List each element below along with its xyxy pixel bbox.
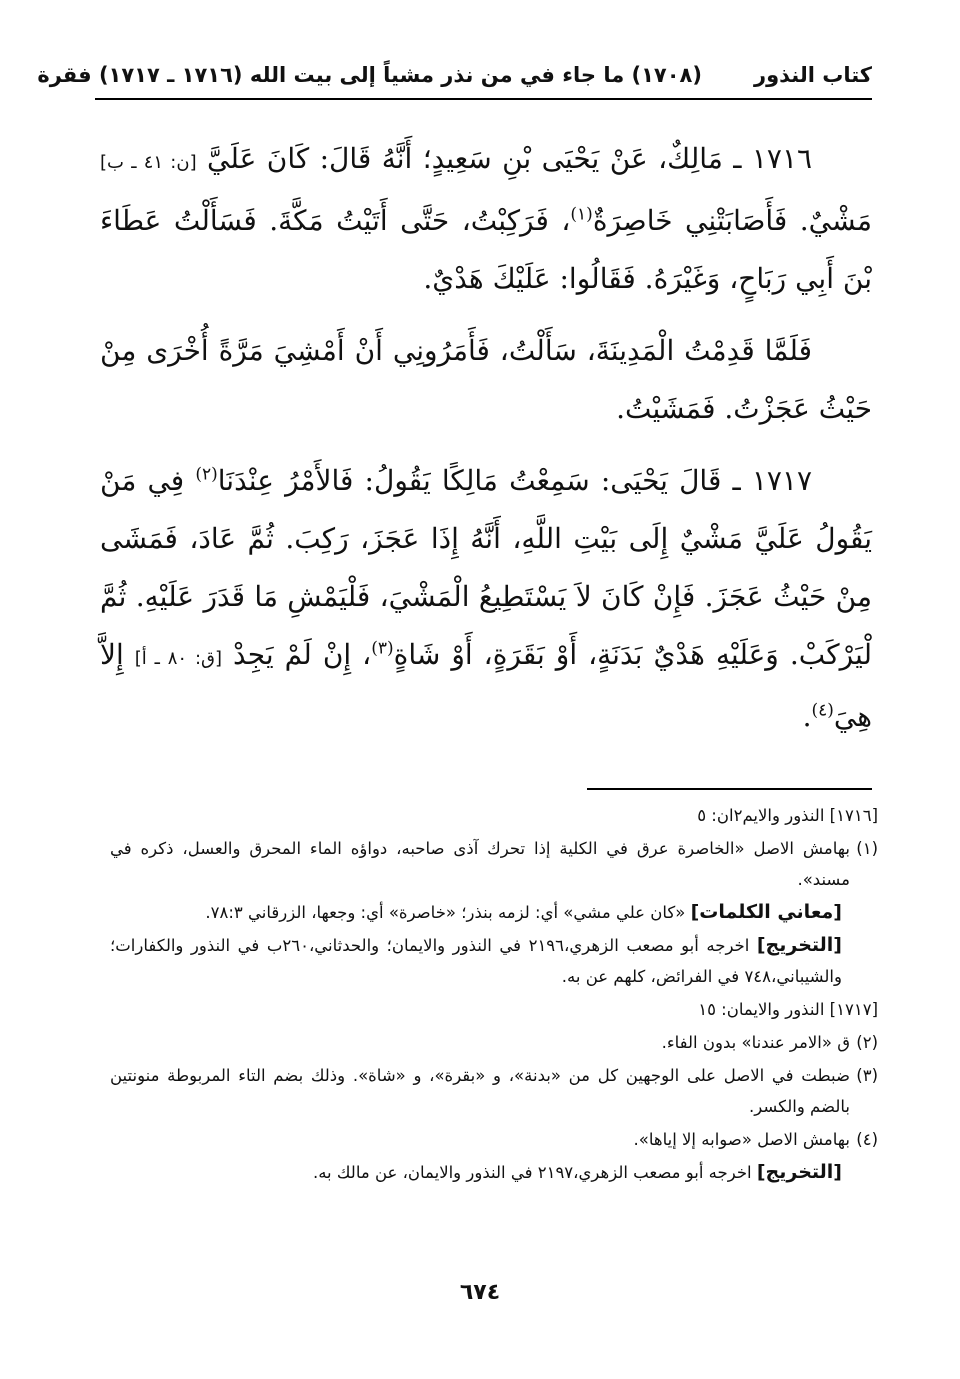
hadith-number: ١٧١٧ ـ — [732, 464, 812, 497]
word-meanings-text: «كان علي مشي» أي: لزمه بنذر؛ «خاصرة» أي: وجعها، الزرقاني ٧٨:٣. — [205, 903, 686, 922]
footnote-ref[interactable]: (٢) — [195, 464, 218, 485]
footnote-ref[interactable]: (٤) — [811, 700, 834, 721]
footnote-separator — [587, 788, 872, 790]
paragraph-text: إِلاَّ هِيَ — [100, 638, 872, 733]
footnote-reference-1716: [١٧١٦] النذور والايم٢ان: ٥ — [697, 806, 878, 825]
paragraph-1717 — [100, 452, 872, 746]
page-number: ٦٧٤ — [459, 1280, 501, 1305]
paragraph-text: ، إِنْ لَمْ يَجِدْ — [233, 638, 372, 671]
footnote-1 — [110, 833, 878, 895]
takhrij-1717 — [110, 1157, 878, 1188]
footnote-number: (١) — [856, 839, 878, 858]
paragraph-text: ، فَرَكِبْتُ، حَتَّى أَتَيْتُ مَكَّةَ. فَسَأَلْتُ عَطَاءَ بْنَ أَبِي رَبَاحٍ، وَغَيْرَهُ. فَقَالُوا: عَلَيْكَ هَدْيٌ. — [100, 204, 872, 295]
word-meanings — [110, 897, 878, 928]
chapter-title: (١٧٠٨) ما جاء في من نذر مشياً إلى بيت الله (١٧١٦ ـ ١٧١٧) فقرة — [37, 63, 702, 87]
footnote-number: (٣) — [856, 1066, 878, 1085]
hadith-number: ١٧١٦ ـ — [733, 142, 813, 175]
paragraph-1716 — [100, 130, 872, 308]
takhrij-text: اخرجه أبو مصعب الزهري،٢١٩٧ في النذور والايمان، عن مالك به. — [312, 1163, 752, 1182]
takhrij-label: [التخريج] — [756, 1161, 842, 1183]
paragraph-text: فَلَمَّا قَدِمْتُ الْمَدِينَةَ، سَأَلْتُ، فَأَمَرُونِي أَنْ أَمْشِيَ مَرَّةً أُخْرَى مِنْ حَيْثُ عَجَزْتُ. فَمَشَيْتُ. — [100, 334, 872, 425]
footnote-text: ضبطت في الاصل على الوجهين كل من «بدنة»، و «بقرة»، و «شاة». وذلك بضم التاء المربوطة منونتين بالضم والكسر. — [110, 1066, 850, 1116]
running-header — [37, 58, 872, 100]
manuscript-marker: [ن: ٤١ ـ ب] — [100, 152, 197, 173]
footnote-3 — [110, 1060, 878, 1122]
footnote-number: (٢) — [856, 1033, 878, 1052]
takhrij-text: اخرجه أبو مصعب الزهري،٢١٩٦ في النذور والايمان؛ والحدثاني،٢٦٠ب في النذور والكفارات؛ والشيباني،٧٤٨ في الفرائض، كلهم عن به. — [110, 936, 842, 986]
paragraph-text: مَشْيٌ. فَأَصَابَتْنِي خَاصِرَةٌ — [592, 204, 872, 237]
footnote-text: ق «الامر عندنا» بدون الفاء. — [661, 1033, 850, 1052]
takhrij-1716 — [110, 930, 878, 992]
main-text — [100, 130, 872, 760]
paragraph-text: فِي مَنْ يَقُولُ عَلَيَّ مَشْيٌ إِلَى بَيْتِ اللَّهِ، أَنَّهُ إِذَا عَجَزَ، رَكِبَ. ثُمَّ عَادَ، فَمَشَى مِنْ حَيْثُ عَجَزَ. فَإِنْ كَانَ لاَ يَسْتَطِيعُ الْمَشْيَ، فَلْيَمْشِ مَا قَدَرَ عَلَيْهِ. ثُمَّ لْيَرْكَبْ. وَعَلَيْهِ هَدْيٌ بَدَنَةٍ، أَوْ بَقَرَةٍ، أَوْ شَاةٍ — [100, 464, 873, 671]
footnote-ref[interactable]: (١) — [570, 204, 593, 225]
word-meanings-label: [معاني الكلمات] — [690, 901, 842, 923]
paragraph-continuation — [100, 322, 872, 438]
footnote-4 — [110, 1124, 878, 1155]
takhrij-label: [التخريج] — [756, 934, 842, 956]
footnote-ref[interactable]: (٣) — [371, 638, 394, 659]
footnote-text: بهامش الاصل «صوابه إلا إياها». — [633, 1130, 850, 1149]
book-title: كتاب النذور — [753, 63, 872, 87]
footnote-text: بهامش الاصل «الخاصرة عرق في الكلية إذا تحرك آذى صاحبه، دواؤه الماء المحرق والعسل، ذكره في مسند». — [110, 839, 850, 889]
footnotes — [110, 800, 878, 1190]
footnote-2 — [110, 1027, 878, 1058]
footnote-reference-1717: [١٧١٧] النذور والايمان: ١٥ — [698, 1000, 878, 1019]
manuscript-marker: [ق: ٨٠ ـ أ] — [134, 648, 223, 669]
paragraph-text: . — [802, 700, 812, 733]
paragraph-text: مَالِكٌ، عَنْ يَحْيَى بْنِ سَعِيدٍ؛ أَنَّهُ قَالَ: كَانَ عَلَيَّ — [207, 142, 723, 175]
paragraph-text: قَالَ يَحْيَى: سَمِعْتُ مَالِكًا يَقُولُ: فَالأَمْرُ عِنْدَنَا — [217, 464, 722, 497]
footnote-number: (٤) — [856, 1130, 878, 1149]
